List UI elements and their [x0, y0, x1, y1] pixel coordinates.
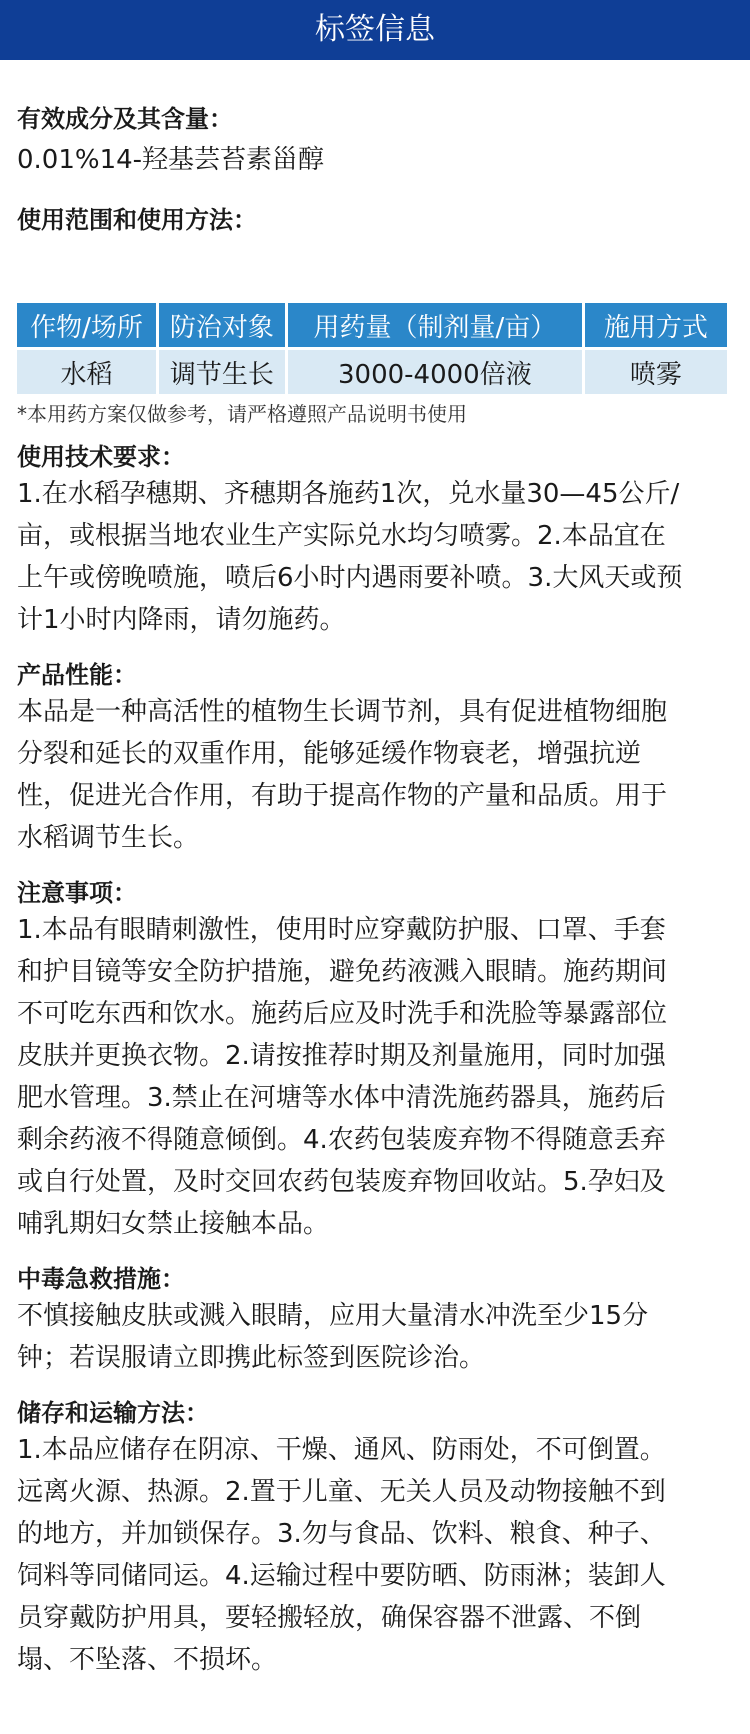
label-content [0, 103, 750, 1681]
text-line: 钟；若误服请立即携此标签到医院诊治。 [17, 1343, 486, 1373]
first-aid-text [17, 1295, 733, 1379]
text-line: 员穿戴防护用具，要轻搬轻放，确保容器不泄露、不倒 [17, 1603, 642, 1633]
usage-note: *本用药方案仅做参考，请严格遵照产品说明书使用 [17, 402, 467, 426]
text-line: 水稻调节生长。 [17, 823, 200, 853]
header-crop: 作物/场所 [17, 303, 156, 347]
ingredients-value: 0.01%14-羟基芸苔素甾醇 [17, 145, 325, 175]
header-method: 施用方式 [585, 303, 727, 347]
header-dosage: 用药量（制剂量/亩） [288, 303, 582, 347]
text-line: 亩，或根据当地农业生产实际兑水均匀喷雾。2.本品宜在 [17, 521, 666, 551]
storage-title: 储存和运输方法： [17, 1399, 209, 1427]
cell-dosage: 3000-4000倍液 [288, 350, 582, 394]
cell-crop: 水稻 [17, 350, 156, 394]
text-line: 不慎接触皮肤或溅入眼睛，应用大量清水冲洗至少15分 [17, 1301, 649, 1331]
text-line: 皮肤并更换衣物。2.请按推荐时期及剂量施用，同时加强 [17, 1041, 666, 1071]
text-line: 或自行处置，及时交回农药包装废弃物回收站。5.孕妇及 [17, 1167, 666, 1197]
text-line: 1.在水稻孕穗期、齐穗期各施药1次，兑水量30—45公斤/ [17, 479, 680, 509]
text-line: 上午或傍晚喷施，喷后6小时内遇雨要补喷。3.大风天或预 [17, 563, 683, 593]
text-line: 和护目镜等安全防护措施，避免药液溅入眼睛。施药期间 [17, 957, 668, 987]
text-line: 远离火源、热源。2.置于儿童、无关人员及动物接触不到 [17, 1477, 666, 1507]
text-line: 哺乳期妇女禁止接触本品。 [17, 1209, 330, 1239]
first-aid-title: 中毒急救措施： [17, 1265, 185, 1293]
ingredients-title: 有效成分及其含量： [17, 105, 233, 133]
text-line: 分裂和延长的双重作用，能够延缓作物衰老，增强抗逆 [17, 739, 642, 769]
text-line: 肥水管理。3.禁止在河塘等水体中清洗施药器具，施药后 [17, 1083, 666, 1113]
performance-text [17, 691, 733, 859]
text-line: 剩余药液不得随意倾倒。4.农药包装废弃物不得随意丢弃 [17, 1125, 666, 1155]
text-line: 的地方，并加锁保存。3.勿与食品、饮料、粮食、种子、 [17, 1519, 666, 1549]
text-line: 塌、不坠落、不损坏。 [17, 1645, 278, 1675]
text-line: 1.本品应储存在阴凉、干燥、通风、防雨处，不可倒置。 [17, 1435, 666, 1465]
text-line: 性，促进光合作用，有助于提高作物的产量和品质。用于 [17, 781, 668, 811]
header-target: 防治对象 [159, 303, 285, 347]
text-line: 饲料等同储同运。4.运输过程中要防晒、防雨淋；装卸人 [17, 1561, 666, 1591]
text-line: 不可吃东西和饮水。施药后应及时洗手和洗脸等暴露部位 [17, 999, 668, 1029]
storage-text [17, 1429, 733, 1681]
cell-target: 调节生长 [159, 350, 285, 394]
text-line: 1.本品有眼睛刺激性，使用时应穿戴防护服、口罩、手套 [17, 915, 666, 945]
performance-title: 产品性能： [17, 661, 137, 689]
table-row [17, 350, 727, 394]
page-header [0, 0, 750, 60]
precautions-text [17, 909, 733, 1245]
cell-method: 喷雾 [585, 350, 727, 394]
usage-table [14, 300, 730, 397]
usage-title: 使用范围和使用方法： [17, 206, 257, 234]
precautions-title: 注意事项： [17, 879, 137, 907]
text-line: 计1小时内降雨，请勿施药。 [17, 605, 346, 635]
text-line: 本品是一种高活性的植物生长调节剂，具有促进植物细胞 [17, 697, 668, 727]
tech-requirements-title: 使用技术要求： [17, 443, 185, 471]
page-title: 标签信息 [315, 12, 435, 47]
tech-requirements-text [17, 473, 733, 641]
usage-table-header-row [17, 303, 727, 347]
